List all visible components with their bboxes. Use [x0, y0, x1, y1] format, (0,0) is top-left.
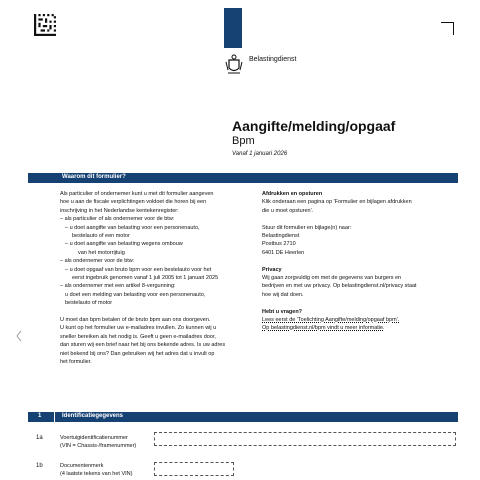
text-line: Als particulier of ondernemer kunt u met dit formulier aangeven	[60, 191, 214, 197]
list-item: – u doet aangifte van belasting voor een personenauto,	[65, 224, 200, 231]
privacy-heading: Privacy	[262, 266, 282, 273]
text-line: niet bekend bij ons? Dan gebruiken wij het adres dat u invult op	[60, 350, 215, 357]
text-line: het formulier.	[60, 359, 92, 366]
text-line: Wij gaan zorgvuldig om met de gegevens van burgers en	[262, 275, 402, 282]
field-label-line: (VIN = Chassis-/framenummer)	[60, 443, 137, 449]
form-subtitle: Bpm	[232, 135, 255, 147]
text-line: u doet een melding van belasting voor een personenauto,	[65, 291, 206, 298]
text-line: Belastingdienst	[262, 233, 300, 240]
text-line: van het motorrijtuig	[78, 249, 125, 256]
text-line: Klik onderaan een pagina op 'Formulier en bijlagen afdrukken	[262, 199, 412, 206]
logo	[224, 8, 242, 88]
vin-input[interactable]	[154, 432, 456, 446]
field-number: 1b	[36, 463, 43, 469]
section-heading: Waarom dit formulier?	[62, 174, 126, 180]
text-line: U moet dan bpm betalen of de bruto bpm aan ons doorgeven.	[60, 317, 211, 324]
help-link[interactable]: Lees eerst de 'Toelichting Aangifte/melding/opgaaf bpm'.	[262, 317, 400, 324]
crest-icon	[225, 54, 243, 76]
logo-bar	[224, 8, 242, 48]
document-code-input[interactable]	[154, 462, 234, 476]
about-right-column	[262, 190, 458, 333]
form-title: Aangifte/melding/opgaaf	[232, 118, 396, 134]
field-label	[60, 462, 132, 478]
org-name: Belastingdienst	[249, 56, 297, 63]
text-line: 6401 DE Heerlen	[262, 249, 305, 256]
text-line: Stuur dit formulier en bijlage(n) naar:	[262, 224, 352, 231]
about-left-column	[60, 190, 235, 367]
text-line: hoe u aan de fiscale verplichtingen voldoet die horen bij een	[60, 199, 207, 206]
qr-code	[34, 14, 56, 36]
list-item: – als ondernemer voor de btw:	[60, 258, 135, 265]
print-heading: Afdrukken en opsturen	[262, 191, 323, 197]
text-line: eerst ingebruik genomen vanaf 1 juli 2005 tot 1 januari 2025	[72, 275, 219, 282]
form-date: Vanaf 1 januari 2026	[232, 151, 288, 157]
text-line[interactable]: bedrijven en met uw privacy. Op belastingdienst.nl/privacy staat	[262, 283, 417, 290]
text-line: die u moet opsturen'.	[262, 207, 314, 214]
help-heading: Hebt u vragen?	[262, 308, 303, 315]
text-line: inschrijving in het Nederlandse kentekenregister:	[60, 207, 179, 214]
list-item: – u doet aangifte van belasting wegens ombouw	[65, 241, 183, 248]
text-line: bestelauto of een motor	[72, 233, 130, 240]
text-line: bestelauto of motor	[65, 300, 113, 307]
section-separator	[54, 412, 55, 422]
list-item: – als ondernemer met een artikel 8-vergunning:	[60, 283, 176, 290]
list-item: – u doet opgaaf van bruto bpm voor een bestelauto voor het	[65, 266, 212, 273]
chevron-left-icon[interactable]	[16, 330, 22, 342]
field-number: 1a	[36, 435, 43, 441]
text-line: dan sturen wij een brief naar het bij ons bekende adres. Is uw adres	[60, 342, 226, 349]
text-line: hoe wij dat doen.	[262, 291, 304, 298]
list-item: – als particulier of als ondernemer voor de btw:	[60, 216, 175, 223]
text-line: sneller bereiken als het nodig is. Geeft u geen e-mailadres door,	[60, 333, 216, 340]
field-label-line: (4 laatste tekens van het VIN)	[60, 471, 133, 477]
section-number: 1	[38, 413, 42, 419]
section-heading: Identificatiegegevens	[62, 413, 124, 419]
section-bar-about	[28, 173, 458, 183]
field-label-line: Voertuigidentificatienummer	[60, 435, 128, 441]
crop-mark	[441, 22, 454, 35]
section-bar-1	[28, 412, 458, 422]
field-label-line: Documentenmerk	[60, 463, 104, 469]
help-link[interactable]: Op belastingdienst.nl/bpm vindt u meer informatie.	[262, 325, 385, 332]
field-label	[60, 434, 136, 450]
text-line: U kunt op het formulier uw e-mailadres invullen. Zo kunnen wij u	[60, 325, 217, 332]
text-line: Postbus 2710	[262, 241, 296, 248]
